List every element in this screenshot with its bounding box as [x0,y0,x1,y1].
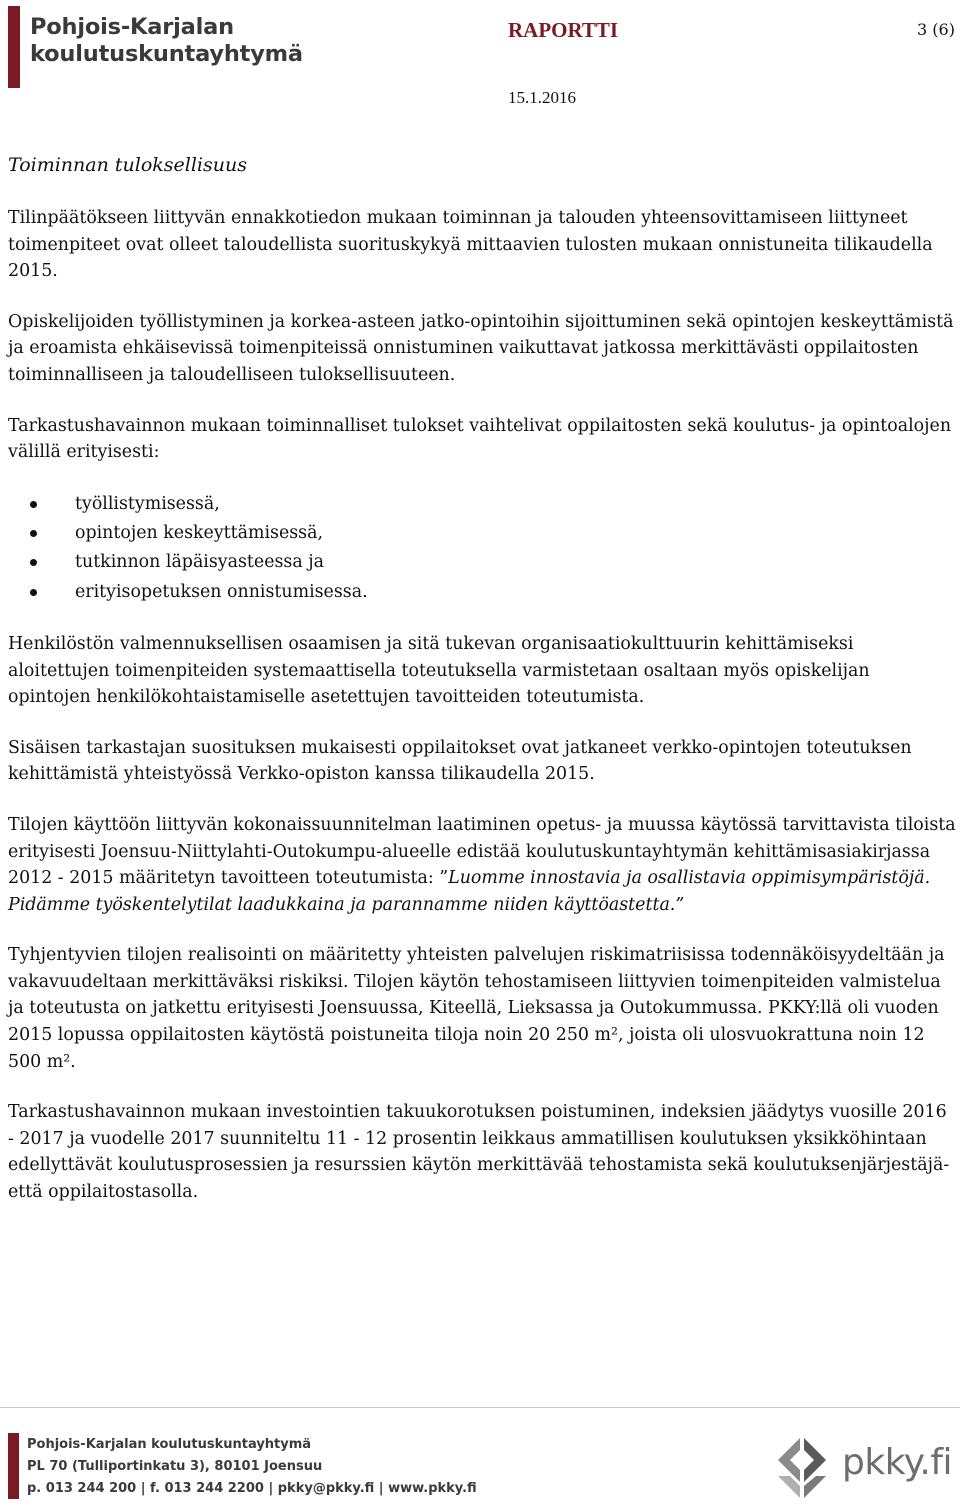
org-name-line1: Pohjois-Karjalan [30,14,234,40]
list-item [8,548,956,577]
list-item [8,490,956,519]
section-heading: Toiminnan tuloksellisuus [8,154,247,176]
logo-mark-icon [770,1430,840,1505]
footer-org-name: Pohjois-Karjalan koulutuskuntayhtymä [27,1437,312,1452]
document-type: RAPORTTI [508,18,619,42]
bullet-icon [30,559,37,566]
list-item [8,578,956,607]
logo-wordmark: pkky.fi [842,1442,953,1483]
bullet-icon [30,589,37,596]
footer-contact-details: p. 013 244 200 | f. 013 244 2200 | pkky@pkky.fi | www.pkky.fi [27,1481,477,1496]
footer-contact [27,1434,477,1500]
paragraph-1: Tilinpäätökseen liittyvän ennakkotiedon mukaan toiminnan ja talouden yhteensovittamiseen liittyneet toimenpiteet ovat olleet taloudellista suorituskykyä mittaavien tulosten mukaan onnistuneita tilikaudella 2015. [8,208,933,282]
bullet-list [8,490,956,607]
footer-brand-bar [8,1433,19,1499]
list-item-text: tutkinnon läpäisyasteessa ja [75,552,324,573]
list-item-text: erityisopetuksen onnistumisessa. [75,581,368,602]
list-item-text: opintojen keskeyttämisessä, [75,523,324,544]
paragraph-6-text: Tilojen käyttöön liittyvän kokonaissuunnitelman laatiminen opetus- ja muussa käytössä tarvittavista tiloista erityisesti Joensuu-Niittylahti-Outokumpu-alueelle edistää koulutuskuntayhtymän kehittämisasiakirjassa 2012 - 2015 määritetyn tavoitteen toteutumista: ” [8,814,956,889]
paragraph-8: Tarkastushavainnon mukaan investointien takuukorotuksen poistuminen, indeksien jäädytys vuosille 2016 - 2017 ja vuodelle 2017 suunniteltu 11 - 12 prosentin leikkaus ammatillisen koulutuksen yksikköhintaan edellyttävät koulutusprosessien ja resurssien käytön merkittävää tehostamista sekä koulutuksenjärjestäjä- että oppilaitostasolla. [8,1102,950,1203]
footer-divider [0,1407,960,1408]
paragraph-5: Sisäisen tarkastajan suosituksen mukaisesti oppilaitokset ovat jatkaneet verkko-opintojen toteutuksen kehittämistä yhteistyössä Verkko-opiston kanssa tilikaudella 2015. [8,737,912,785]
page-number: 3 (6) [917,20,955,39]
header-brand-bar [8,6,20,88]
org-name [30,14,303,68]
list-item-text: työllistymisessä, [75,493,220,514]
bullet-icon [30,530,37,537]
list-item [8,519,956,548]
document-date: 15.1.2016 [508,88,576,107]
paragraph-3: Tarkastushavainnon mukaan toiminnalliset tulokset vaihtelivat oppilaitosten sekä koulutus- ja opintoalojen välillä erityisesti: [8,415,952,463]
paragraph-2: Opiskelijoiden työllistyminen ja korkea-asteen jatko-opintoihin sijoittuminen sekä opintojen keskeyttämistä ja eroamista ehkäisevissä toimenpiteissä onnistuminen vaikuttavat jatkossa merkittävästi oppilaitosten toiminnalliseen ja taloudelliseen tuloksellisuuteen. [8,311,954,385]
bullet-icon [30,501,37,508]
paragraph-6 [8,812,956,918]
org-name-line2: koulutuskuntayhtymä [30,41,303,67]
document-body [8,151,956,1230]
pkky-logo [770,1430,960,1505]
paragraph-7: Tyhjentyvien tilojen realisointi on määritetty yhteisten palvelujen riskimatriisissa todennäköisyydeltään ja vakavuudeltaan merkittäväksi riskiksi. Tilojen käytön tehostamiseen liittyvien toimenpiteiden valmistelua ja toteutusta on jatkettu erityisesti Joensuussa, Kiteellä, Lieksassa ja Outokummussa. PKKY:llä oli vuoden 2015 lopussa oppilaitosten käytöstä poistuneita tiloja noin 20 250 m², joista oli ulosvuokrattuna noin 12 500 m². [8,945,945,1072]
footer-address: PL 70 (Tulliportinkatu 3), 80101 Joensuu [27,1459,323,1474]
paragraph-6-quote: Luomme innostavia ja osallistavia oppimisympäristöjä. Pidämme työskentelytilat laadukkaina ja parannamme niiden käyttöastetta.” [8,868,931,915]
paragraph-4: Henkilöstön valmennuksellisen osaamisen ja sitä tukevan organisaatiokulttuurin kehittämiseksi aloitettujen toimenpiteiden systemaattisella toteutuksella varmistetaan osaltaan myös opiskelijan opintojen henkilökohtaistamiselle asetettujen tavoitteiden toteutumista. [8,633,870,708]
